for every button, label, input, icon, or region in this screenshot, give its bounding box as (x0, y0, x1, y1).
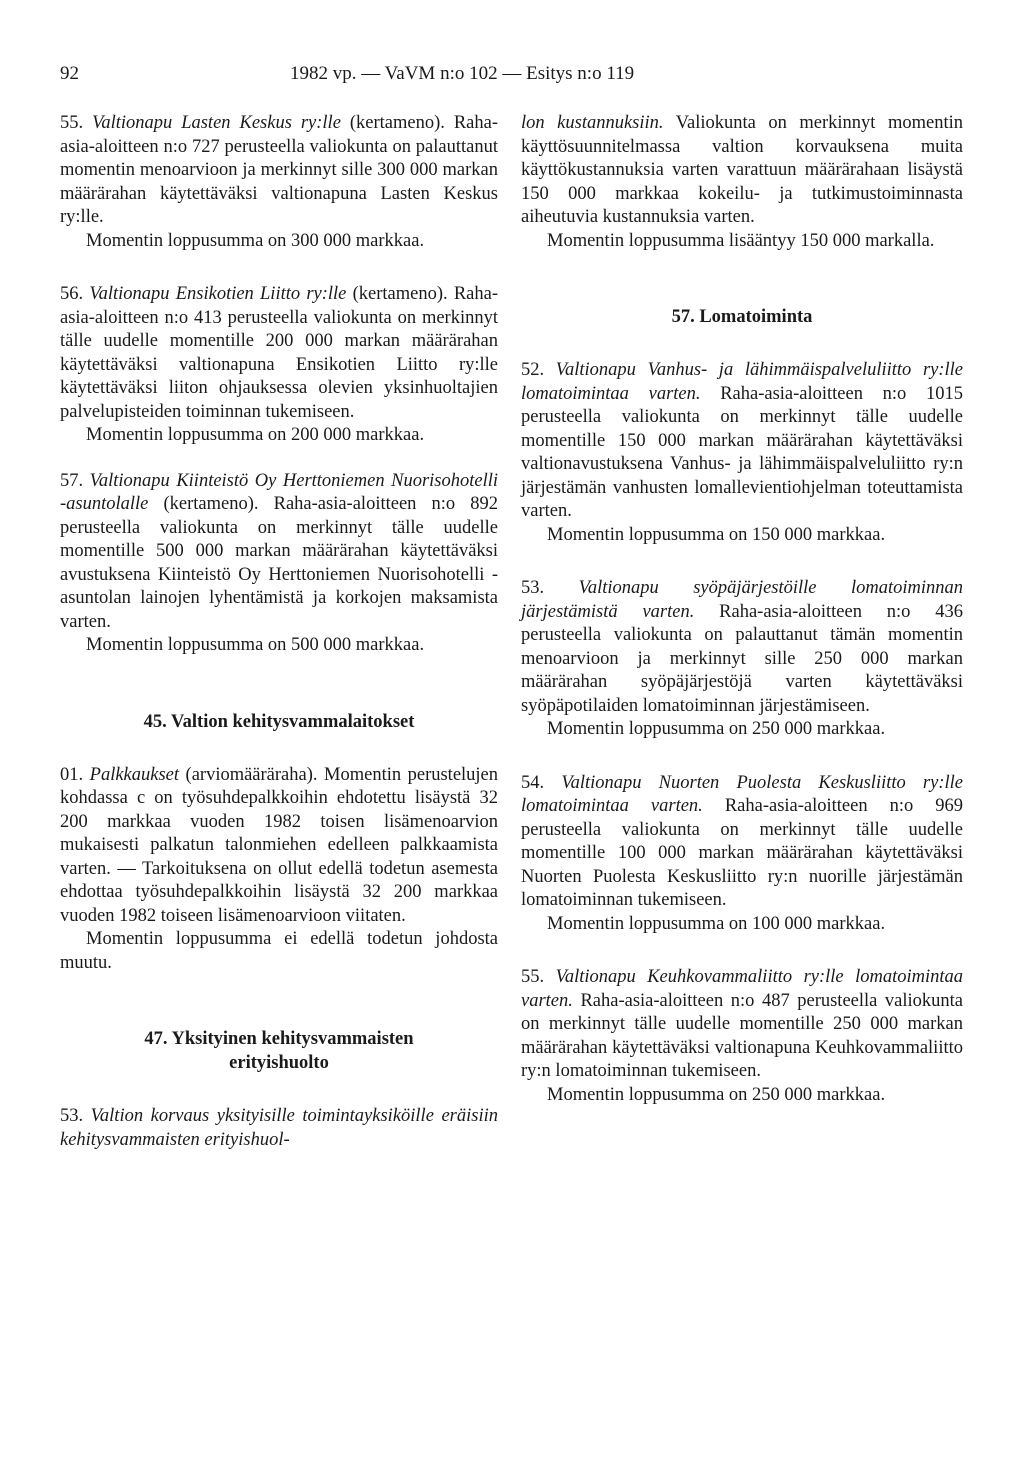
section-heading-57: 57. Lomatoiminta (671, 307, 813, 327)
item-body: Raha-asia-aloitteen n:o 487 perusteella valiokunta on merkinnyt tälle uudelle momentille 250 000 markan määrärahan käytettäväksi valtionapuna Keuhkovammaliitto ry:n lomatoiminnan tukemiseen. (521, 990, 963, 1081)
item-title: Valtionapu Vanhus- ja lähimmäispalveluliitto ry:lle lomatoimintaa varten. (521, 360, 964, 404)
item-total: Momentin loppusumma on 200 000 markkaa. (86, 425, 425, 445)
paragraph-01 (60, 764, 498, 929)
running-title: 1982 vp. — VaVM n:o 102 — Esitys n:o 119 (290, 63, 635, 84)
item-total: Momentin loppusumma on 150 000 markkaa. (547, 524, 886, 545)
item-total: Momentin loppusumma lisääntyy 150 000 markalla. (547, 230, 935, 251)
right-column (521, 112, 963, 1107)
item-title: Valtionapu Kiinteistö Oy Herttoniemen Nuorisohotelli -asuntolalle (60, 470, 499, 514)
paragraph-53b (521, 577, 963, 718)
item-title: Valtionapu Nuorten Puolesta Keskusliitto ry:lle lomatoimintaa varten. (521, 772, 963, 816)
paragraph-57 (60, 470, 498, 635)
section-heading-line: 47. Yksityinen kehitysvammaisten (144, 1029, 414, 1049)
paragraph-55b (521, 966, 963, 1084)
item-number: 52. (521, 360, 545, 380)
section-heading-line: erityishuolto (229, 1053, 329, 1073)
item-body: Raha-asia-aloitteen n:o 1015 perusteella valiokunta on merkinnyt tälle uudelle momentille 150 000 markan määrärahan käytettäväksi valtionavustuksena Vanhus- ja lähimmäispalveluliitto ry:n järjestämän vanhusten lomallevientiohjelman toteuttamista varten. (521, 383, 963, 521)
item-number: 55. (60, 113, 84, 133)
item-total: Momentin loppusumma on 250 000 markkaa. (547, 719, 886, 739)
item-body: Valiokunta on merkinnyt momentin käyttösuunnitelmassa valtion korvauksena muita käyttökustannuksia varten varattuun määrärahaan lisäystä 150 000 markkaa kokeilu- ja tutkimustoiminnasta aiheutuvia kustannuksia varten. (521, 113, 963, 227)
item-number: 01. (60, 764, 84, 785)
item-body: Raha-asia-aloitteen n:o 436 perusteella valiokunta on palauttanut tämän momentin menoarvioon ja merkinnyt sille 250 000 markan määrärahan syöpäjärjestöjä varten käytettäväksi syöpäpotilaiden lomatoiminnan järjestämiseen. (521, 601, 963, 716)
item-body: (kertameno). Raha-asia-aloitteen n:o 413 perusteella valiokunta on merkinnyt tälle uudelle momentille 200 000 markan määrärahan käytettäväksi valtionapuna Ensikotien Liitto ry:lle käytettäväksi liiton ohjauksessa olevien yksinhuoltajien palvelupisteiden toiminnan tukemiseen. (60, 284, 499, 422)
paragraph-55 (60, 112, 498, 230)
left-column (60, 112, 498, 1152)
item-title: Valtionapu Ensikotien Liitto ry:lle (89, 284, 347, 304)
item-title: Valtion korvaus yksityisille toimintayksiköille eräisiin kehitysvammaisten erityishuol- (60, 1106, 498, 1150)
paragraph-56 (60, 283, 498, 424)
paragraph-52 (521, 359, 963, 524)
item-title: Valtionapu syöpäjärjestöille lomatoiminnan järjestämistä varten. (521, 578, 963, 622)
item-title: Valtionapu Keuhkovammaliitto ry:lle lomatoimintaa varten. (521, 967, 964, 1011)
item-total: Momentin loppusumma on 500 000 markkaa. (86, 635, 425, 655)
item-body: (kertameno). Raha-asia-aloitteen n:o 727 perusteella valiokunta on palauttanut momentin menoarvioon ja merkinnyt sille 300 000 markan määrärahan käytettäväksi valtionapuna Lasten Keskus ry:lle. (60, 113, 498, 227)
item-number: 54. (521, 772, 545, 793)
item-title: lon kustannuksiin. (521, 113, 664, 133)
section-heading-47 (60, 1027, 498, 1075)
paragraph-54 (521, 772, 963, 913)
item-number: 53. (60, 1106, 84, 1126)
item-number: 53. (521, 578, 545, 598)
item-title: Palkkaukset (89, 764, 180, 785)
section-heading-45: 45. Valtion kehitysvammalaitokset (143, 711, 415, 732)
item-body: (kertameno). Raha-asia-aloitteen n:o 892 perusteella valiokunta on merkinnyt tälle uudelle momentille 500 000 markan määrärahan käytettäväksi avustuksena Kiinteistö Oy Herttoniemen Nuorisohotelli -asuntolan lainojen lyhentämistä ja korkojen maksamista varten. (60, 494, 499, 632)
item-body: (arviomääräraha). Momentin perustelujen kohdassa c on työsuhdepalkkoihin ehdotettu lisäystä 32 200 markkaa vuoden 1982 toisen lisämenoarvion mukaisesti palkatun talonmiehen edelleen palkkaamista varten. — Tarkoituksena on ollut edellä todetun asemesta ehdottaa työsuhdepalkkoihin lisäystä 32 200 markkaa vuoden 1982 toiseen lisämenoarvioon viitaten. (60, 764, 499, 926)
page-number: 92 (60, 63, 79, 84)
paragraph-53 (60, 1105, 498, 1152)
item-number: 56. (60, 284, 84, 304)
item-total: Momentin loppusumma on 300 000 markkaa. (86, 230, 425, 251)
item-total: Momentin loppusumma on 250 000 markkaa. (547, 1084, 886, 1105)
paragraph-53-continued (521, 112, 963, 230)
item-total: Momentin loppusumma ei edellä todetun johdosta muutu. (60, 929, 498, 973)
item-title: Valtionapu Lasten Keskus ry:lle (92, 113, 341, 133)
item-body: Raha-asia-aloitteen n:o 969 perusteella valiokunta on merkinnyt tälle uudelle momentille 100 000 markan määrärahan käytettäväksi Nuorten Puolesta Keskusliitto ry:n nuorille järjestämän lomatoiminnan tukemiseen. (521, 796, 963, 910)
item-number: 55. (521, 967, 545, 987)
item-total: Momentin loppusumma on 100 000 markkaa. (547, 913, 886, 934)
item-number: 57. (60, 470, 84, 491)
page-header (0, 60, 1024, 90)
